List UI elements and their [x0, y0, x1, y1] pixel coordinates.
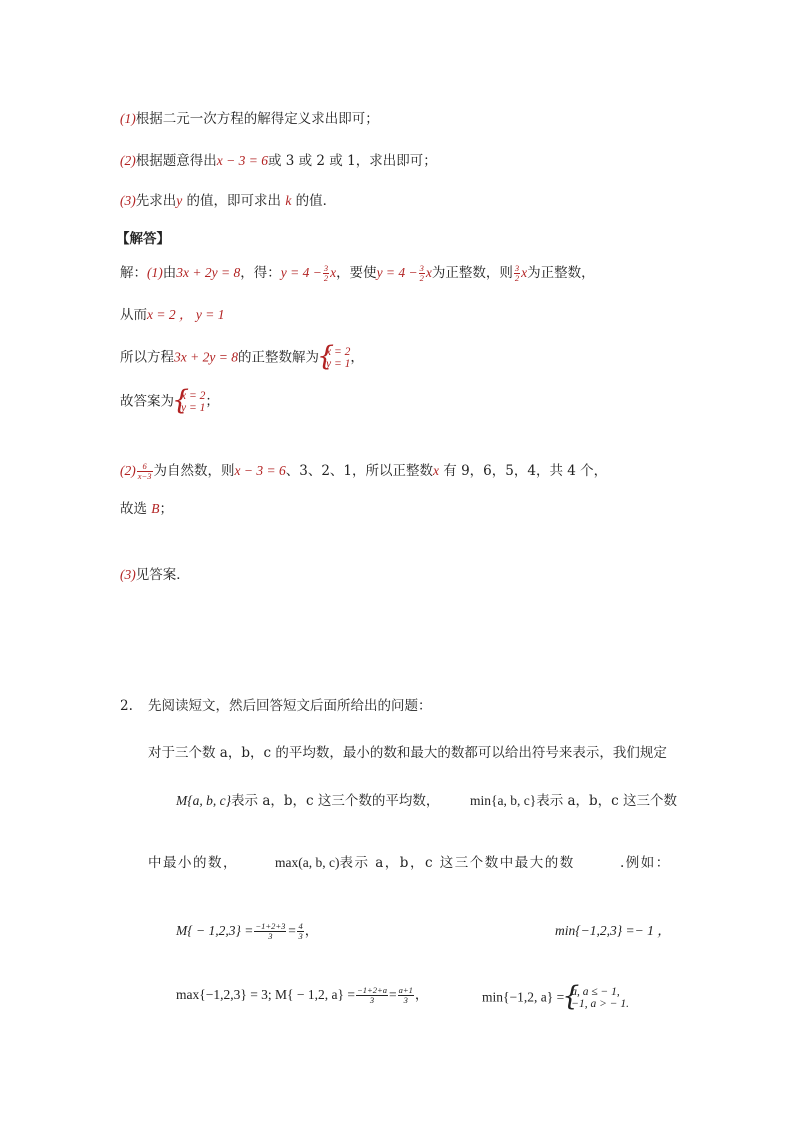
solution-line-5: (2) $\frac{6}{x-3}$ 为自然数，则x − 3 = 6、3、2、1，所以正整数x 有 9，6，5，4，共 4 个，	[120, 461, 608, 481]
analysis-text: 根据二元一次方程的解得定义求出即可；	[135, 111, 379, 127]
analysis-line-1	[120, 110, 379, 128]
solution-line-3: 所以方程3x + 2y = 8的正整数解为 { x = 2 y = 1 ，	[120, 346, 364, 370]
solution-line-2: 从而x = 2 ， y = 1	[120, 307, 225, 323]
part-tag: (3)	[120, 193, 136, 208]
question-intro: 先阅读短文，然后回答短文后面所给出的问题：	[148, 698, 432, 714]
example-min-piecewise: min{−1,2, a} = { a, a ≤ − 1, −1, a > − 1.	[482, 986, 629, 1010]
equation: x − 3 = 6	[216, 153, 268, 168]
fraction: $\frac{-1+2+3}{3}$	[255, 921, 286, 941]
analysis-line-3: (3)先求出y 的值，即可求出 k 的值．	[120, 193, 337, 209]
question-paragraph-3: 中最小的数，	[148, 855, 238, 871]
question-paragraph-3b: max(a, b, c)表示 a，b，c 这三个数中最大的数	[275, 855, 575, 871]
notation-min: min{a, b, c}	[470, 793, 537, 808]
part-tag: (2)	[120, 153, 136, 168]
question-paragraph-2a: M{a, b, c}表示 a，b，c 这三个数的平均数，	[176, 793, 440, 809]
answer-header: 【解答】	[116, 231, 170, 247]
fraction: $\frac{-1+2+a}{3}$	[357, 985, 387, 1005]
equation: x = 2 ， y = 1	[147, 307, 225, 322]
fraction: $\frac{3}{2}$	[514, 263, 520, 283]
notation-M: M{a, b, c}	[176, 793, 232, 808]
equation-system: { x = 2 y = 1	[174, 390, 205, 414]
fraction: $\frac{6}{x-3}$	[137, 461, 152, 481]
solution-line-1: 解：(1)由3x + 2y = 8，得：y = 4 − $\frac{3}{2}$ x，要使y = 4 − $\frac{3}{2}$ x为正整数，则 $\frac{3}{2}$ x为正整数，	[120, 263, 595, 283]
equation: 3x + 2y = 8	[176, 265, 241, 280]
example-max: max{−1,2,3} = 3; M{ − 1,2, a} = $\frac{-1+2+a}{3}$ = $\frac{a+1}{3}$ ，	[176, 985, 429, 1005]
example-min: min{−1,2,3} =− 1 ，	[555, 923, 671, 938]
notation-max: max(a, b, c)	[275, 855, 340, 870]
example-M: M{ − 1,2,3} = $\frac{-1+2+3}{3}$ = $\frac{4}{3}$ ，	[176, 921, 319, 941]
fraction: $\frac{3}{2}$	[323, 263, 329, 283]
piecewise-cases: { a, a ≤ − 1, −1, a > − 1.	[564, 986, 629, 1010]
question-paragraph-3c: .例如：	[620, 855, 671, 871]
equation-system: { x = 2 y = 1	[319, 346, 350, 370]
fraction: $\frac{4}{3}$	[298, 921, 303, 941]
solution-line-4: 故答案为 { x = 2 y = 1 ；	[120, 390, 219, 414]
part-tag: (1)	[120, 111, 136, 126]
fraction: $\frac{3}{2}$	[419, 263, 424, 283]
analysis-line-2: (2)根据题意得出x − 3 = 6或 3 或 2 或 1，求出即可；	[120, 153, 437, 169]
question-paragraph-1: 对于三个数 a，b，c 的平均数，最小的数和最大的数都可以给出符号来表示，我们规定	[148, 745, 667, 761]
solution-line-6: 故选 B；	[120, 501, 174, 517]
question-number: 2.	[120, 698, 133, 714]
solution-line-7: (3)见答案．	[120, 567, 190, 583]
fraction: $\frac{a+1}{3}$	[398, 985, 413, 1005]
question-paragraph-2b: min{a, b, c}表示 a，b，c 这三个数	[470, 793, 678, 809]
